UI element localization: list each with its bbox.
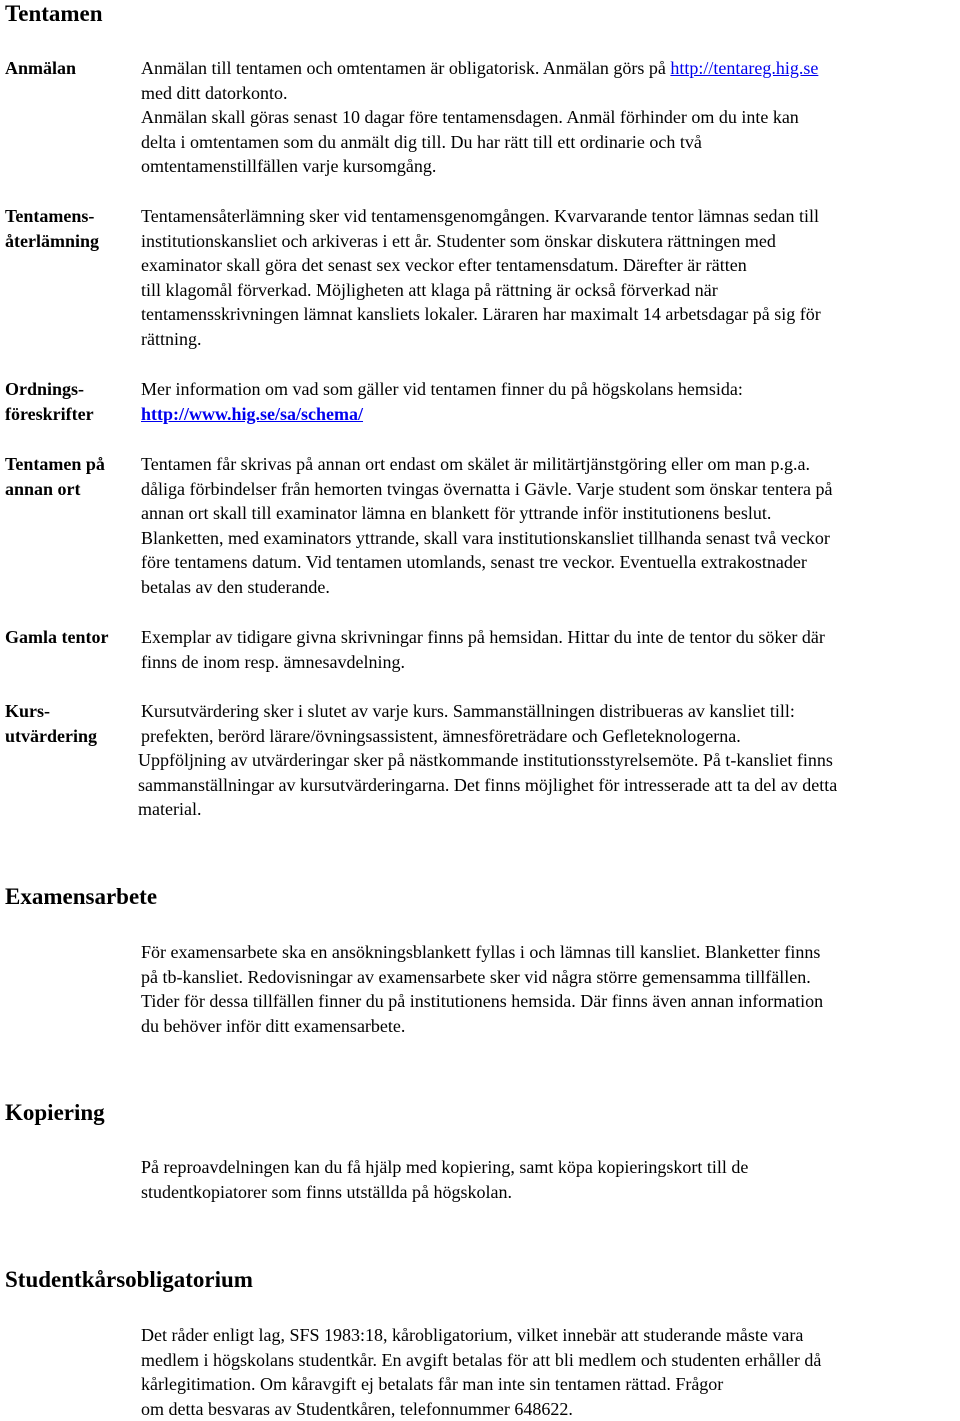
- text-line: Tentamen får skrivas på annan ort endast om skälet är militärtjänstgöring eller om man p.g.a.: [141, 452, 832, 477]
- text-line: Tentamensåterlämning sker vid tentamensgenomgången. Kvarvarande tentor lämnas sedan till: [141, 204, 821, 229]
- text-line: Tider för dessa tillfällen finner du på institutionens hemsida. Där finns även annan information: [141, 989, 823, 1014]
- section-title-kopiering: Kopiering: [5, 1099, 105, 1127]
- label-line: Kurs-: [5, 699, 97, 724]
- label-line: Ordnings-: [5, 377, 94, 402]
- link-tentareg[interactable]: http://tentareg.hig.se: [670, 58, 818, 78]
- paragraph-annan-ort: [141, 452, 832, 599]
- text-line: Uppföljning av utvärderingar sker på nästkommande institutionsstyrelsemöte. På t-kansliet finns: [138, 748, 837, 773]
- text-line: Exemplar av tidigare givna skrivningar finns på hemsidan. Hittar du inte de tentor du söker där: [141, 625, 825, 650]
- text-line: kårlegitimation. Om kåravgift ej betalats får man inte sin tentamen rättad. Frågor: [141, 1372, 821, 1397]
- label-line: föreskrifter: [5, 402, 94, 427]
- text-line: För examensarbete ska en ansökningsblankett fyllas i och lämnas till kansliet. Blanketter finns: [141, 940, 823, 965]
- label-kursutvardering: [5, 699, 97, 748]
- paragraph-kursutvardering-a: [141, 699, 795, 748]
- text-line: studentkopiatorer som finns utställda på högskolan.: [141, 1180, 748, 1205]
- text-line: du behöver inför ditt examensarbete.: [141, 1014, 823, 1039]
- text-line: till klagomål förverkad. Möjligheten att klaga på rättning är också förverkad när: [141, 278, 821, 303]
- text-line: rättning.: [141, 327, 821, 352]
- section-title-studentkarsobligatorium: Studentkårsobligatorium: [5, 1266, 253, 1294]
- link-hig-schema[interactable]: http://www.hig.se/sa/schema/: [141, 404, 363, 424]
- text-segment: Anmälan till tentamen och omtentamen är obligatorisk. Anmälan görs på: [141, 58, 670, 78]
- text-line: delta i omtentamen som du anmält dig till. Du har rätt till ett ordinarie och två: [141, 130, 818, 155]
- text-line: material.: [138, 797, 837, 822]
- label-gamla-tentor: Gamla tentor: [5, 625, 108, 650]
- text-line: tentamensskrivningen lämnat kansliets lokaler. Läraren har maximalt 14 arbetsdagar på sig för: [141, 302, 821, 327]
- text-line: [141, 56, 818, 81]
- paragraph-kopiering: [141, 1155, 748, 1204]
- text-line: Blanketten, med examinators yttrande, skall vara institutionskansliet tillhanda senast två veckor: [141, 526, 832, 551]
- label-line: utvärdering: [5, 724, 97, 749]
- text-line: före tentamens datum. Vid tentamen utomlands, senast tre veckor. Eventuella extrakostnader: [141, 550, 832, 575]
- label-annan-ort: [5, 452, 105, 501]
- text-line: om detta besvaras av Studentkåren, telefonnummer 648622.: [141, 1397, 821, 1421]
- text-line: På reproavdelningen kan du få hjälp med kopiering, samt köpa kopieringskort till de: [141, 1155, 748, 1180]
- paragraph-aterlamning: [141, 204, 821, 351]
- text-line: Mer information om vad som gäller vid tentamen finner du på högskolans hemsida:: [141, 377, 743, 402]
- paragraph-studentkarsobligatorium: [141, 1323, 821, 1421]
- text-line: Anmälan skall göras senast 10 dagar före tentamensdagen. Anmäl förhinder om du inte kan: [141, 105, 818, 130]
- text-line: omtentamenstillfällen varje kursomgång.: [141, 154, 818, 179]
- text-line: Kursutvärdering sker i slutet av varje kurs. Sammanställningen distribueras av kansliet till:: [141, 699, 795, 724]
- text-line: sammanställningar av kursutvärderingarna. Det finns möjlighet för intresserade att ta del av detta: [138, 773, 837, 798]
- label-ordningsforeskrifter: [5, 377, 94, 426]
- text-line: [141, 402, 743, 427]
- label-anmalan: Anmälan: [5, 56, 76, 81]
- paragraph-ordningsforeskrifter: [141, 377, 743, 426]
- paragraph-gamla-tentor: [141, 625, 825, 674]
- text-line: annan ort skall till examinator lämna en blankett för yttrande inför institutionens beslut.: [141, 501, 832, 526]
- text-line: finns de inom resp. ämnesavdelning.: [141, 650, 825, 675]
- label-aterlamning: [5, 204, 99, 253]
- section-title-tentamen: Tentamen: [5, 0, 103, 28]
- text-line: på tb-kansliet. Redovisningar av examensarbete sker vid några större gemensamma tillfällen.: [141, 965, 823, 990]
- paragraph-examensarbete: [141, 940, 823, 1038]
- text-line: dåliga förbindelser från hemorten tvingas övernatta i Gävle. Varje student som önskar tentera på: [141, 477, 832, 502]
- text-line: Det råder enligt lag, SFS 1983:18, kårobligatorium, vilket innebär att studerande måste vara: [141, 1323, 821, 1348]
- label-line: Tentamens-: [5, 204, 99, 229]
- label-line: återlämning: [5, 229, 99, 254]
- text-line: betalas av den studerande.: [141, 575, 832, 600]
- label-line: Tentamen på: [5, 452, 105, 477]
- text-line: examinator skall göra det senast sex veckor efter tentamensdatum. Därefter är rätten: [141, 253, 821, 278]
- text-line: institutionskansliet och arkiveras i ett år. Studenter som önskar diskutera rättningen med: [141, 229, 821, 254]
- paragraph-anmalan: [141, 56, 818, 179]
- text-line: medlem i högskolans studentkår. En avgift betalas för att bli medlem och studenten erhåller då: [141, 1348, 821, 1373]
- text-line: prefekten, berörd lärare/övningsassistent, ämnesföreträdare och Gefleteknologerna.: [141, 724, 795, 749]
- paragraph-kursutvardering-b: [138, 748, 837, 822]
- text-line: med ditt datorkonto.: [141, 81, 818, 106]
- label-line: annan ort: [5, 477, 105, 502]
- section-title-examensarbete: Examensarbete: [5, 883, 157, 911]
